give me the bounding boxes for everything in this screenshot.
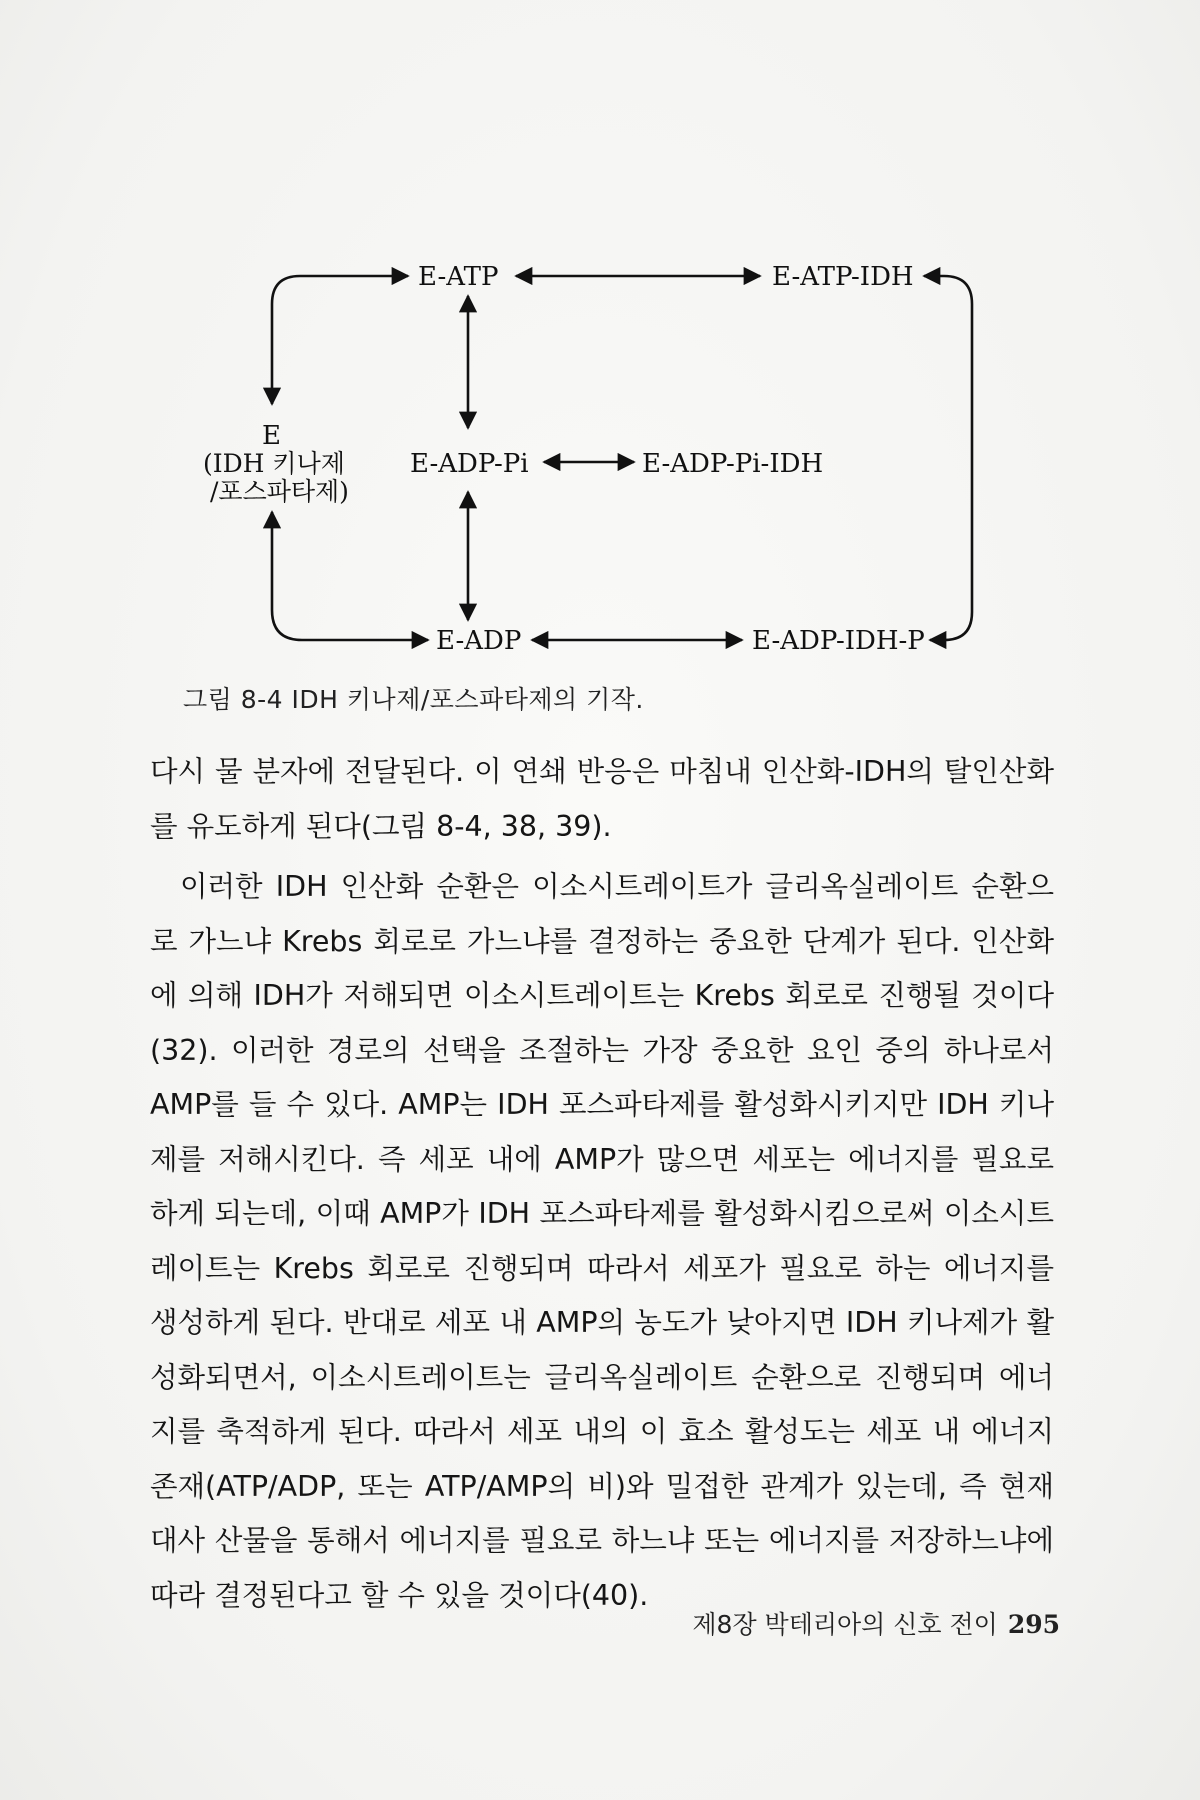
node-e-adp: E-ADP — [436, 626, 522, 656]
page-footer — [640, 1605, 1060, 1641]
node-e: E — [262, 421, 281, 451]
node-e-atp-idh: E-ATP-IDH — [772, 262, 914, 292]
paragraph-1: 다시 물 분자에 전달된다. 이 연쇄 반응은 마침내 인산화-IDH의 탈인산화를 유도하게 된다(그림 8-4, 38, 39). — [150, 755, 1054, 843]
node-e-label-line1: (IDH 키나제 — [203, 449, 345, 478]
node-e-adp-pi: E-ADP-Pi — [410, 449, 529, 479]
node-e-label-line2: /포스파타제) — [210, 477, 349, 506]
arrow-eatp-to-e — [272, 276, 408, 404]
idh-mechanism-diagram — [0, 0, 1200, 700]
paragraph-2: 이러한 IDH 인산화 순환은 이소시트레이트가 글리옥실레이트 순환으로 가느냐 Krebs 회로로 가느냐를 결정하는 중요한 단계가 된다. 인산화에 의해 IDH가 저해되면 이소시트레이트는 Krebs 회로로 진행될 것이다(32). 이러한 경로의 선택을 조절하는 가장 중요한 요인 중의 하나로서 AMP를 들 수 있다. AMP는 IDH 포스파타제를 활성화시키지만 IDH 키나제를 저해시킨다. 즉 세포 내에 AMP가 많으면 세포는 에너지를 필요로 하게 되는데, 이때 AMP가 IDH 포스파타제를 활성화시킴으로써 이소시트레이트는 Krebs 회로로 진행되며 따라서 세포가 필요로 하는 에너지를 생성하게 된다. 반대로 세포 내 AMP의 농도가 낮아지면 IDH 키나제가 활성화되면서, 이소시트레이트는 글리옥실레이트 순환으로 진행되며 에너지를 축적하게 된다. 따라서 세포 내의 이 효소 활성도는 세포 내 에너지 존재(ATP/ADP, 또는 ATP/AMP의 비)와 밀접한 관계가 있는데, 즉 현재 대사 산물을 통해서 에너지를 필요로 하느냐 또는 에너지를 저장하느냐에 따라 결정된다고 할 수 있을 것이다(40). — [150, 870, 1054, 1612]
figure-caption: 그림 8-4 IDH 키나제/포스파타제의 기작. — [183, 685, 644, 714]
page-number: 295 — [1007, 1610, 1060, 1639]
body-text — [150, 745, 1054, 1623]
node-e-adp-idh-p: E-ADP-IDH-P — [752, 626, 925, 656]
arrow-e-to-eadp — [272, 512, 428, 640]
node-e-atp: E-ATP — [418, 262, 499, 292]
chapter-title: 제8장 박테리아의 신호 전이 — [692, 1610, 998, 1639]
node-e-adp-pi-idh: E-ADP-Pi-IDH — [642, 449, 824, 479]
arrow-eatpidh-eadpidhp — [924, 276, 972, 640]
